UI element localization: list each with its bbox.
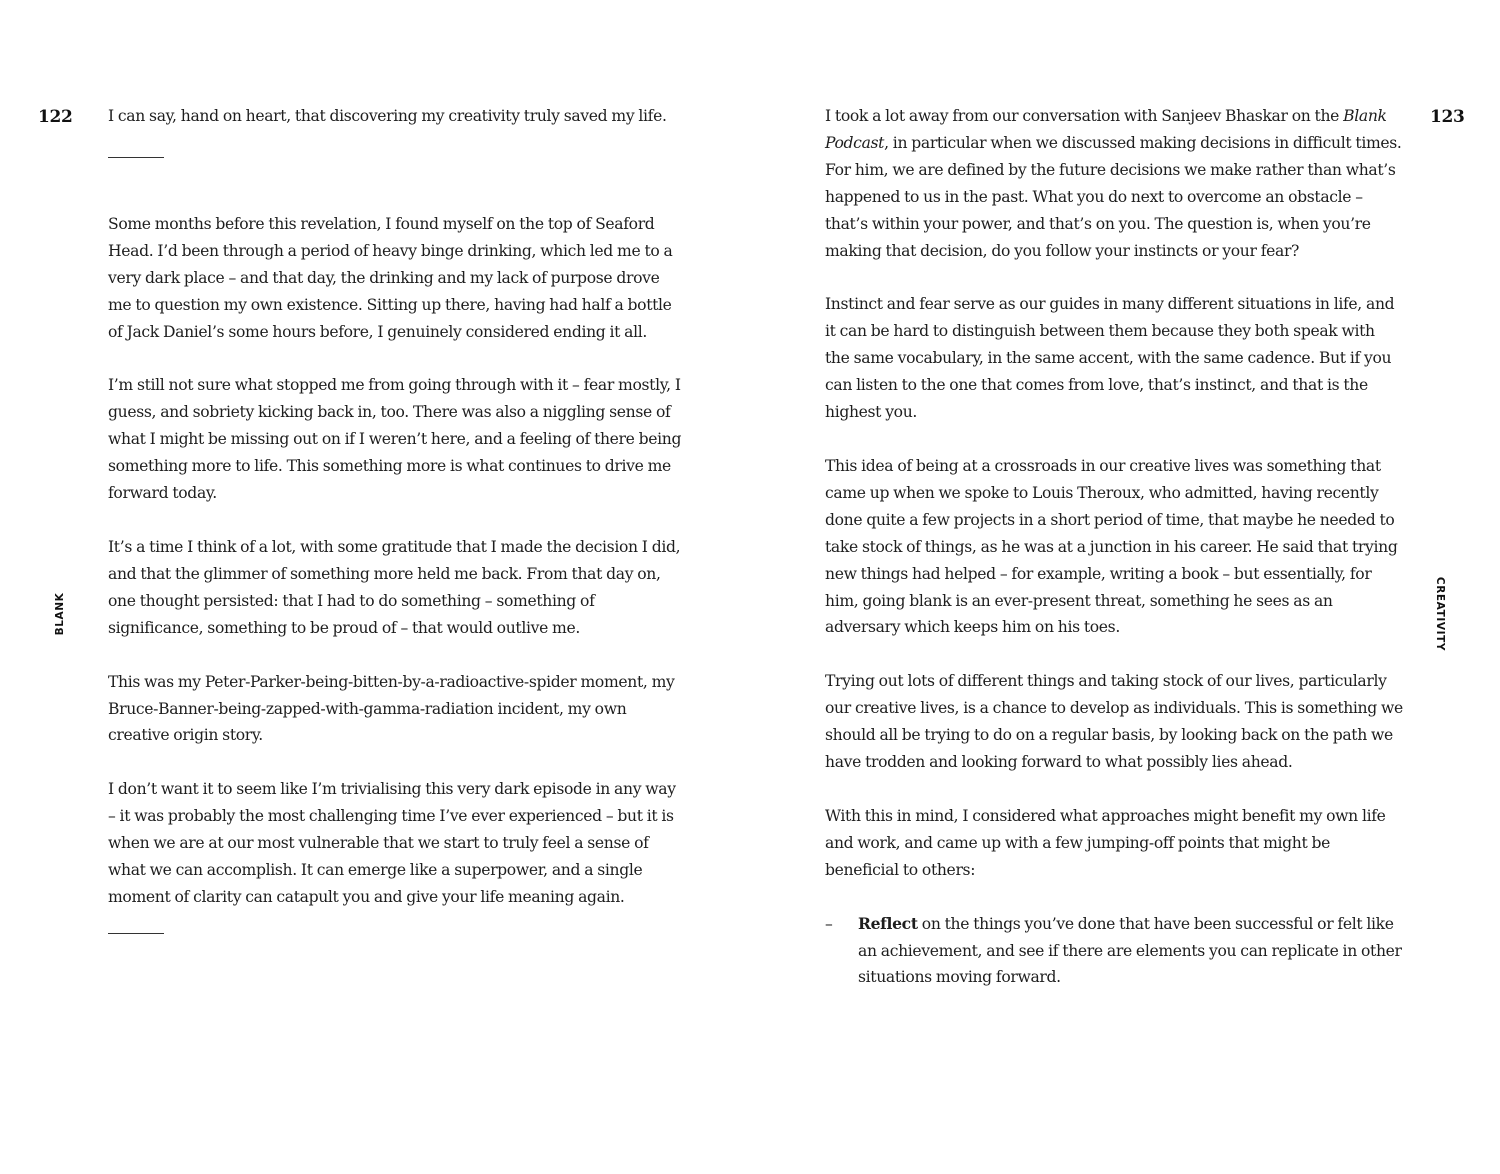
body-paragraph: It’s a time I think of a lot, with some gratitude that I made the decision I did, and that the glimmer of something more held me back. From that day on, one thought persisted: that I had to do something – something of significance, something to be proud of – that would outlive me. <box>108 537 681 637</box>
bullet-dash: – <box>825 914 833 933</box>
body-paragraph: I don’t want it to seem like I’m trivialising this very dark episode in any way – it was probably the most challenging time I’ve ever experienced – but it is when we are at our most vulnerable that we start to truly feel a sense of what we can accomplish. It can emerge like a superpower, and a single moment of clarity can catapult you and give your life meaning again. <box>108 780 676 906</box>
section-divider-end <box>108 933 164 934</box>
bullet-description: on the things you’ve done that have been successful or felt like an achievement, and see if there are elements you can replicate in other situations moving forward. <box>858 914 1402 987</box>
podcast-title: Blank Podcast <box>825 107 1387 152</box>
paragraph-text: I took a lot away from our conversation with Sanjeev Bhaskar on the <box>825 107 1344 125</box>
left-text-column <box>108 103 683 934</box>
body-paragraph: This idea of being at a crossroads in our creative lives was something that came up when we spoke to Louis Theroux, who admitted, having recently done quite a few projects in a short period of time, that maybe he needed to take stock of things, as he was at a junction in his career. He said that trying new things had helped – for example, writing a book – but essentially, for him, going blank is an ever-present threat, something he sees as an adversary which keeps him on his toes. <box>825 456 1398 637</box>
body-paragraph: This was my Peter-Parker-being-bitten-by-a-radioactive-spider moment, my Bruce-Banner-being-zapped-with-gamma-radiation incident, my own creative origin story. <box>108 672 675 745</box>
paragraph-text: , in particular when we discussed making decisions in difficult times. For him, we are defined by the future decisions we make rather than what’s happened to us in the past. What you do next to overcome an obstacle – that’s within your power, and that’s on you. The question is, when you’re making that decision, do you follow your instincts or your fear? <box>825 133 1402 260</box>
intro-paragraph: I can say, hand on heart, that discovering my creativity truly saved my life. <box>108 107 667 125</box>
running-head-right: CREATIVITY <box>1434 576 1446 652</box>
body-paragraph-with-italic <box>825 103 1403 264</box>
bullet-text <box>858 911 1403 992</box>
right-page <box>750 0 1500 1174</box>
section-divider <box>108 157 164 158</box>
body-paragraph: With this in mind, I considered what approaches might benefit my own life and work, and came up with a few jumping-off points that might be beneficial to others: <box>825 806 1386 879</box>
page-number-left: 122 <box>38 107 73 127</box>
bullet-keyword: Reflect <box>858 913 918 933</box>
body-paragraph: I’m still not sure what stopped me from going through with it – fear mostly, I guess, and sobriety kicking back in, too. There was also a niggling sense of what I might be missing out on if I weren’t here, and a feeling of there being something more to life. This something more is what continues to drive me forward today. <box>108 376 682 503</box>
body-paragraph: Instinct and fear serve as our guides in many different situations in life, and it can be hard to distinguish between them because they both speak with the same vocabulary, in the same accent, with the same cadence. But if you can listen to the one that comes from love, that’s instinct, and that is the highest you. <box>825 295 1395 422</box>
body-paragraph: Trying out lots of different things and taking stock of our lives, particularly our creative lives, is a chance to develop as individuals. This is something we should all be trying to do on a regular basis, by looking back on the path we have trodden and looking forward to what possibly lies ahead. <box>825 672 1403 772</box>
list-item <box>825 911 1403 992</box>
running-head-left: BLANK <box>54 592 66 636</box>
page-number-right: 123 <box>1430 107 1465 127</box>
body-paragraph: Some months before this revelation, I found myself on the top of Seaford Head. I’d been through a period of heavy binge drinking, which led me to a very dark place – and that day, the drinking and my lack of purpose drove me to question my own existence. Sitting up there, having had half a bottle of Jack Daniel’s some hours before, I genuinely considered ending it all. <box>108 214 673 341</box>
right-text-column <box>825 103 1403 991</box>
